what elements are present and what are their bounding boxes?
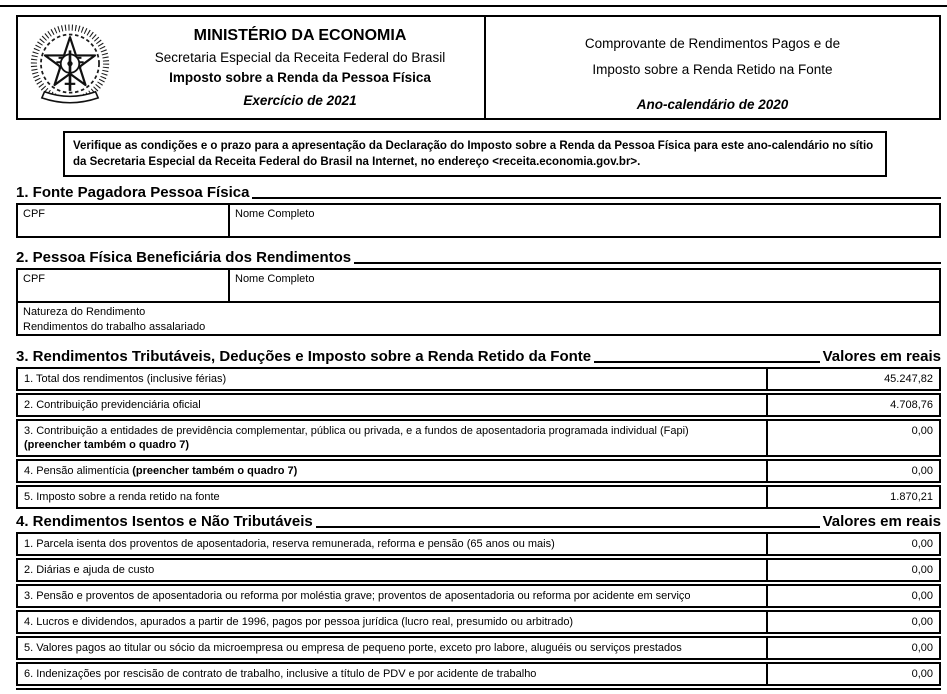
- income-nature-value: Rendimentos do trabalho assalariado: [23, 321, 206, 333]
- beneficiary-name-field[interactable]: [230, 270, 939, 301]
- section2-rule: [354, 262, 941, 264]
- table-row: [16, 584, 941, 608]
- header-right-panel: [484, 17, 939, 118]
- section4-values-caption: Valores em reais: [822, 513, 941, 530]
- section4-heading: [16, 514, 941, 529]
- row-label: 3. Pensão e proventos de aposentadoria ou reforma por moléstia grave; proventos de aposentadoria ou reforma por acidente em serviço: [24, 590, 691, 602]
- row-label: 5. Valores pagos ao titular ou sócio da microempresa ou empresa de pequeno porte, exceto pro labore, aluguéis ou serviços prestados: [24, 642, 682, 654]
- issuer-block: [122, 24, 484, 111]
- row-value: 4.708,76: [766, 395, 939, 415]
- row-label: 2. Diárias e ajuda de custo: [24, 564, 155, 576]
- row-label: 6. Indenizações por rescisão de contrato de trabalho, inclusive a título de PDV e por acidente de trabalho: [24, 668, 537, 680]
- section3-values-caption: Valores em reais: [822, 348, 941, 365]
- table-row: [16, 459, 941, 483]
- document-header: [16, 15, 941, 120]
- table-row: [16, 367, 941, 391]
- row-label: [18, 461, 766, 481]
- income-nature-label: Natureza do Rendimento: [23, 306, 146, 318]
- header-left-panel: [18, 17, 484, 118]
- row-value: 0,00: [766, 534, 939, 554]
- row-label-text: 3. Contribuição a entidades de previdência complementar, pública ou privada, e a fundos de aposentadoria programada individual (Fapi): [24, 425, 689, 437]
- exercise-year: Exercício de 2021: [243, 92, 357, 108]
- row-label: 2. Contribuição previdenciária oficial: [24, 399, 201, 411]
- tax-name: Imposto sobre a Renda da Pessoa Física: [169, 70, 431, 86]
- name-label: Nome Completo: [235, 273, 315, 285]
- section2-heading: [16, 250, 941, 265]
- taxable-income-table: [16, 367, 941, 509]
- row-value: 1.870,21: [766, 487, 939, 507]
- payer-table: [16, 203, 941, 238]
- brazil-coat-of-arms-icon: [18, 24, 122, 112]
- row-value: 0,00: [766, 664, 939, 684]
- row-label: 5. Imposto sobre a renda retido na fonte: [24, 491, 220, 503]
- document-body: [16, 15, 941, 694]
- table-row: [16, 558, 941, 582]
- section4-rule: [316, 526, 820, 528]
- payer-cpf-field[interactable]: [18, 205, 230, 236]
- table-row: [16, 662, 941, 686]
- row-value: 0,00: [766, 421, 939, 455]
- row-label: 1. Parcela isenta dos proventos de aposentadoria, reserva remunerada, reforma e pensão (65 anos ou mais): [24, 538, 555, 550]
- section2-title: 2. Pessoa Física Beneficiária dos Rendimentos: [16, 249, 352, 266]
- row-label-bold-note: (preencher também o quadro 7): [132, 465, 298, 477]
- table-row: [18, 270, 939, 301]
- income-nature-field: [18, 301, 939, 334]
- section3-title: 3. Rendimentos Tributáveis, Deduções e Imposto sobre a Renda Retido da Fonte: [16, 348, 592, 365]
- row-label: 4. Lucros e dividendos, apurados a partir de 1996, pagos por pessoa jurídica (lucro real, presumido ou arbitrado): [24, 616, 574, 628]
- table-row: [16, 393, 941, 417]
- row-value: 0,00: [766, 586, 939, 606]
- cpf-label: CPF: [23, 273, 45, 285]
- calendar-year: Ano-calendário de 2020: [636, 97, 789, 113]
- table-row: [18, 205, 939, 236]
- section1-rule: [252, 197, 941, 199]
- table-row: [16, 485, 941, 509]
- beneficiary-table: [16, 268, 941, 336]
- ministry-title: MINISTÉRIO DA ECONOMIA: [193, 27, 407, 45]
- section1-heading: [16, 185, 941, 200]
- table-row: [16, 419, 941, 457]
- name-label: Nome Completo: [235, 208, 315, 220]
- row-label-bold-note: (preencher também o quadro 7): [24, 439, 190, 451]
- row-label-text: 4. Pensão alimentícia: [24, 465, 133, 477]
- table-row: [16, 532, 941, 556]
- section4-title: 4. Rendimentos Isentos e Não Tributáveis: [16, 513, 313, 530]
- row-value: 0,00: [766, 638, 939, 658]
- declaration-notice: Verifique as condições e o prazo para a apresentação da Declaração do Imposto sobre a Renda da Pessoa Física para este ano-calendário no sítio da Secretaria Especial da Receita Federal do Brasil na Internet, no endereço <receita.economia.gov.br>.: [63, 131, 887, 177]
- row-label: 1. Total dos rendimentos (inclusive férias): [24, 373, 227, 385]
- section1-title: 1. Fonte Pagadora Pessoa Física: [16, 184, 250, 201]
- page-top-rule: [0, 5, 947, 7]
- row-value: 0,00: [766, 461, 939, 481]
- secretariat-subtitle: Secretaria Especial da Receita Federal do Brasil: [154, 50, 446, 66]
- table-row: [16, 636, 941, 660]
- row-value: 0,00: [766, 560, 939, 580]
- section3-rule: [594, 361, 819, 363]
- cpf-label: CPF: [23, 208, 45, 220]
- table-row: [16, 610, 941, 634]
- next-row-cut-off: [16, 688, 941, 694]
- document-title-line1: Comprovante de Rendimentos Pagos e de: [584, 36, 841, 51]
- payer-name-field[interactable]: [230, 205, 939, 236]
- document-title-line2: Imposto sobre a Renda Retido na Fonte: [592, 61, 833, 77]
- section3-heading: [16, 349, 941, 364]
- row-label: [18, 421, 766, 455]
- row-value: 0,00: [766, 612, 939, 632]
- row-value: 45.247,82: [766, 369, 939, 389]
- beneficiary-cpf-field[interactable]: [18, 270, 230, 301]
